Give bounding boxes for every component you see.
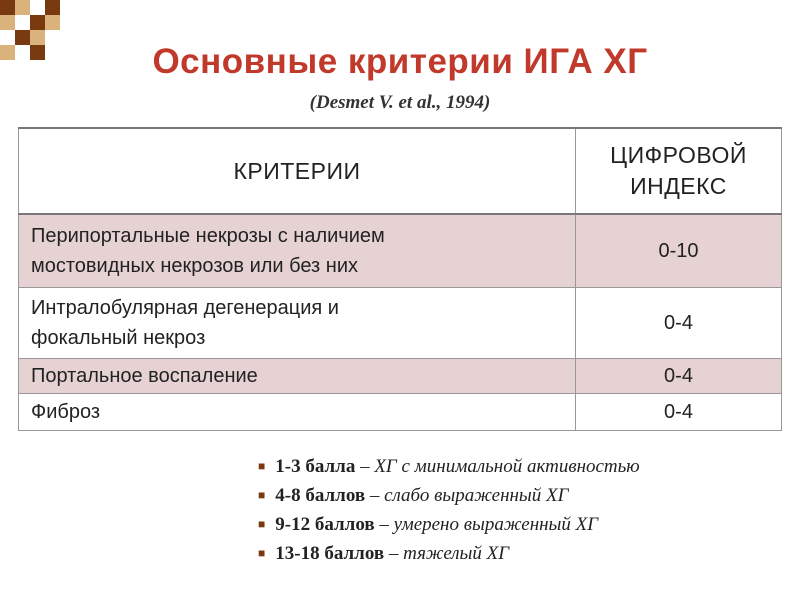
criterion-text: мостовидных некрозов или без них [31,255,358,277]
criterion-cell [19,288,576,359]
separator: – [355,456,375,477]
separator: – [384,543,404,564]
table-row [19,359,782,394]
score-meaning: ХГ с минимальной активностью [374,456,640,477]
criterion-cell [19,214,576,288]
table-row [19,214,782,288]
score-range: 9-12 баллов [275,514,375,535]
score-range: 4-8 баллов [275,485,366,506]
slide-title: Основные критерии ИГА ХГ [152,42,648,81]
table-header-row [19,128,782,214]
score-meaning: умерено выраженный ХГ [393,514,599,535]
criterion-text: фокальный некроз [31,327,206,349]
criterion-text: Перипортальные некрозы с наличием [31,225,385,247]
separator: – [365,485,385,506]
list-item [258,452,640,481]
square-bullet-icon: ■ [258,546,266,560]
score-range: 13-18 баллов [275,543,385,564]
list-item [258,539,640,568]
table-row [19,288,782,359]
score-range: 1-3 балла [275,456,356,477]
criterion-text: Фиброз [19,394,576,431]
score-meaning: слабо выраженный ХГ [384,485,569,506]
criterion-text: Интралобулярная дегенерация и [31,297,339,319]
criterion-text: Портальное воспаление [19,359,576,394]
square-bullet-icon: ■ [258,459,266,473]
header-index-line2: ИНДЕКС [630,173,727,199]
index-value: 0-4 [576,359,782,394]
index-value: 0-4 [576,288,782,359]
separator: – [374,514,394,535]
table-row [19,394,782,431]
header-criteria: КРИТЕРИИ [19,128,576,214]
score-legend-list [258,452,640,568]
slide-subtitle: (Desmet V. et al., 1994) [309,92,491,113]
header-index [576,128,782,214]
score-meaning: тяжелый ХГ [403,543,510,564]
list-item [258,481,640,510]
header-index-line1: ЦИФРОВОЙ [610,141,747,168]
index-value: 0-4 [576,394,782,431]
square-bullet-icon: ■ [258,517,266,531]
criteria-table [18,127,782,431]
list-item [258,510,640,539]
index-value: 0-10 [576,214,782,288]
square-bullet-icon: ■ [258,488,266,502]
